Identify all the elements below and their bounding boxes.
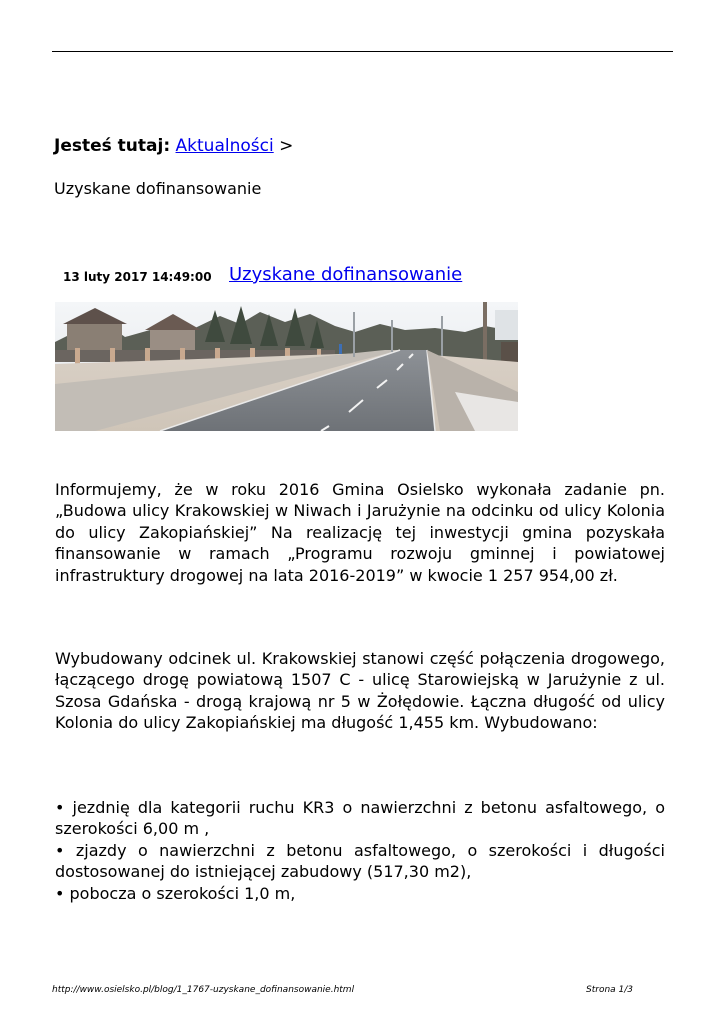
breadcrumb-separator: > [279,136,294,156]
list-item: • pobocza o szerokości 1,0 m, [55,883,296,903]
post-date: 13 luty 2017 14:49:00 [63,270,212,284]
header-rule [52,51,673,52]
page-title: Uzyskane dofinansowanie [54,179,262,198]
breadcrumb [54,136,293,156]
footer-page-number: Strona 1/3 [586,985,634,995]
breadcrumb-link-aktualnosci[interactable]: Aktualności [175,136,274,156]
list-item: • jezdnię dla kategorii ruchu KR3 o nawierzchni z betonu asfaltowego, o szerokości 6,00 m , [55,798,665,839]
road-photo-image [55,302,518,431]
built-items-list [55,797,665,904]
article-photo [55,302,518,431]
breadcrumb-label: Jesteś tutaj: [54,136,171,156]
post-title-link[interactable]: Uzyskane dofinansowanie [229,264,463,285]
list-item: • zjazdy o nawierzchni z betonu asfaltowego, o szerokości i długości dostosowanej do istniejącej zabudowy (517,30 m2), [55,840,665,882]
article-paragraph-1: Informujemy, że w roku 2016 Gmina Osielsko wykonała zadanie pn. „Budowa ulicy Krakowskiej w Niwach i Jarużynie na odcinku od ulicy Kolonia do ulicy Zakopiańskiej” Na realizację tej inwestycji gmina pozyskała finansowanie w ramach „Programu rozwoju gminnej i powiatowej infrastruktury drogowej na lata 2016-2019” w kwocie 1 257 954,00 zł. [55,480,665,585]
article-paragraph-2: Wybudowany odcinek ul. Krakowskiej stanowi część połączenia drogowego, łączącego drogę powiatową 1507 C - ulicę Starowiejską w Jarużynie z ul. Szosa Gdańska - drogą krajową nr 5 w Żołędowie. Łączna długość od ulicy Kolonia do ulicy Zakopiańskiej ma długość 1,455 km. Wybudowano: [55,649,665,733]
footer-url: http://www.osielsko.pl/blog/1_1767-uzyskane_dofinansowanie.html [52,985,355,995]
